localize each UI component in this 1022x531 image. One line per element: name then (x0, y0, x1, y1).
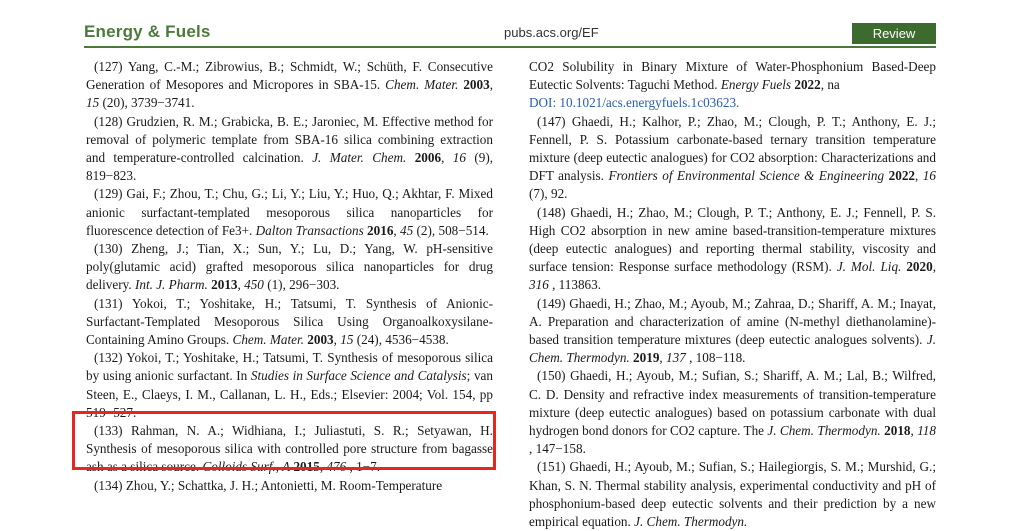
ref-year: 2006 (414, 150, 442, 166)
ref-number: (127) (94, 59, 128, 74)
ref-authors: Yang, C.-M.; Zibrowius, B.; Schmidt, W.; Schüth, F. (127, 59, 428, 74)
reference-entry: (130) Zheng, J.; Tian, X.; Sun, Y.; Lu, D.; Yang, W. pH-sensitive poly(glutamic acid) grafted mesoporous silica nanoparticles for drug delivery. Int. J. Pharm. 2013, 450 (1), 296−303. (86, 241, 493, 293)
ref-pages: (9), 819−823. (86, 150, 494, 184)
ref-journal: Int. J. Pharm. (134, 277, 208, 293)
ref-year: 2022 (794, 77, 821, 93)
ref-title: CO2 Solubility in Binary Mixture of Water-Phosphonium Based-Deep Eutectic Solvents: Taguchi Method. (529, 59, 936, 93)
journal-name: Energy & Fuels (84, 22, 211, 41)
ref-volume: 137 (666, 350, 686, 366)
ref-authors: Zheng, J.; Tian, X.; Sun, Y.; Lu, D.; Yang, W. (131, 241, 427, 257)
reference-entry: (129) Gai, F.; Zhou, T.; Chu, G.; Li, Y.; Liu, Y.; Huo, Q.; Akhtar, F. Mixed anionic surfactant-templated mesoporous silica nanoparticles for fluorescence detection of Fe3+. Dalton Transactions 2016, 45 (2), 508−514. (86, 186, 493, 238)
ref-volume: 118 (917, 423, 936, 439)
ref-authors: Yokoi, T.; Yoshitake, H.; Tatsumi, T. (126, 350, 328, 366)
ref-pages: (1), 296−303. (267, 277, 340, 293)
ref-volume: 45 (400, 222, 414, 238)
ref-number: (148) (537, 204, 571, 220)
doi-link[interactable]: DOI: 10.1021/acs.energyfuels.1c03623. (529, 95, 740, 111)
ref-number: (151) (537, 459, 570, 475)
ref-volume: 450 (244, 277, 264, 293)
ref-number: (133) (94, 423, 132, 439)
ref-volume: 16 (452, 150, 466, 166)
ref-journal: J. Chem. Thermodyn. (634, 514, 748, 530)
ref-journal: Frontiers of Environmental Science & Engineering (608, 168, 885, 184)
ref-number: (149) (537, 295, 570, 311)
ref-journal: J. Chem. Thermodyn. (529, 332, 936, 366)
ref-title: Room-Temperature (339, 477, 443, 493)
ref-title: Consecutive Generation of Mesopores and Micropores in SBA-15. (86, 59, 493, 93)
ref-volume: 15 (340, 332, 354, 348)
ref-authors: Ghaedi, H.; Ayoub, M.; Sufian, S.; Shariff, A. M.; Lal, B.; Wilfred, C. D. (529, 368, 936, 402)
reference-entry: (149) Ghaedi, H.; Zhao, M.; Ayoub, M.; Zahraa, D.; Shariff, A. M.; Inayat, A. Preparation and characterization of amine (N-methyl diethanolamine)-based transition temperature mixtures (deep eutectic analogues solvents). J. Chem. Thermodyn. 2019, 137 , 108−118. (529, 295, 936, 366)
ref-title: Synthesis of Anionic-Surfactant-Templated Mesoporous Silica Using Organoalkoxysilane-Containing Amino Groups. (86, 295, 493, 348)
ref-pages: (20), 3739−3741. (102, 95, 195, 111)
ref-volume: 476 (326, 459, 347, 475)
ref-title: Synthesis of mesoporous silica by using anionic surfactant. In (86, 350, 493, 384)
ref-journal: Chem. Mater. (385, 77, 459, 93)
ref-pages: (2), 508−514. (416, 222, 489, 238)
page-header (84, 20, 936, 46)
ref-pages: , 108−118. (689, 350, 746, 366)
ref-number: (150) (537, 368, 571, 384)
ref-number: (134) (94, 477, 126, 493)
ref-journal: Energy Fuels (720, 77, 792, 93)
ref-title: Mixed anionic surfactant-templated mesoporous silica nanoparticles for fluorescence detection of Fe3+. (86, 186, 493, 238)
ref-year: 2020 (906, 259, 933, 275)
ref-authors: Rahman, N. A.; Widhiana, I.; Juliastuti, S. R.; Setyawan, H. (131, 423, 493, 439)
ref-journal: J. Mol. Liq. (836, 259, 902, 275)
ref-number: (147) (537, 113, 572, 129)
ref-title: Preparation and characterization of amine (N-methyl diethanolamine)-based transition temperature mixtures (deep eutectic analogues solvents). (529, 313, 936, 348)
reference-entry (529, 458, 936, 531)
ref-year: 2019 (633, 350, 660, 366)
ref-authors: Yokoi, T.; Yoshitake, H.; Tatsumi, T. (131, 295, 366, 311)
ref-title: Density and refractive index measurements of transition-temperature mixture (deep eutectic analogues) based on potassium carbonate with dual hydrogen bond donors for CO2 capture. The (529, 386, 937, 439)
ref-title: Potassium carbonate-based ternary transition temperature mixture (deep eutectic analogues) for CO2 absorption: Characterizations and DFT analysis. (529, 131, 936, 184)
ref-number: (128) (94, 113, 127, 129)
ref-pages: , 113863. (552, 277, 602, 293)
ref-pages: , 147−158. (529, 441, 586, 457)
ref-journal: J. Chem. Thermodyn. (767, 423, 881, 439)
ref-number: (132) (94, 350, 127, 366)
ref-number: (131) (94, 295, 132, 311)
journal-url[interactable]: pubs.acs.org/EF (504, 25, 599, 40)
ref-authors: Grudzien, R. M.; Grabicka, B. E.; Jaroniec, M. (126, 113, 383, 129)
ref-pages: ; van Steen, E., Claeys, I. M., Callanan, L. H., Eds.; Elsevier: 2004; Vol. 154, pp 519−527. (86, 368, 493, 420)
ref-authors: Gai, F.; Zhou, T.; Chu, G.; Li, Y.; Liu, Y.; Huo, Q.; Akhtar, F. (126, 186, 459, 202)
reference-entry: (133) Rahman, N. A.; Widhiana, I.; Juliastuti, S. R.; Setyawan, H. Synthesis of mesoporous silica with controlled pore structure from bagasse ash as a silica source. Colloids Surf., A 2015, 476 , 1−7. (86, 423, 493, 475)
reference-entry: (150) Ghaedi, H.; Ayoub, M.; Sufian, S.; Shariff, A. M.; Lal, B.; Wilfred, C. D. Density and refractive index measurements of transition-temperature mixture (deep eutectic analogues) based on potassium carbonate with dual hydrogen bond donors for CO2 capture. The J. Chem. Thermodyn. 2018, 118 , 147−158. (529, 368, 937, 457)
reference-entry (529, 58, 936, 113)
ref-year: 2013 (211, 277, 238, 293)
ref-year: 2003 (463, 77, 490, 93)
ref-volume: 16 (922, 168, 936, 184)
ref-pages: , 1−7. (349, 459, 381, 475)
header-rule (84, 46, 936, 48)
ref-pages: (24), 4536−4538. (356, 332, 449, 348)
ref-journal: Studies in Surface Science and Catalysis (250, 368, 467, 384)
right-column (529, 58, 936, 531)
ref-pages: , na (820, 77, 840, 93)
ref-year: 2022 (888, 168, 915, 184)
ref-authors: Ghaedi, H.; Kalhor, P.; Zhao, M.; Clough, P. T.; Anthony, E. J.; Fennell, P. S. (529, 113, 936, 147)
ref-authors: Ghaedi, H.; Zhao, M.; Clough, P. T.; Anthony, E. J.; Fennell, P. S. (570, 204, 936, 220)
ref-journal: Chem. Mater. (232, 332, 304, 348)
ref-authors: Ghaedi, H.; Zhao, M.; Ayoub, M.; Zahraa, D.; Shariff, A. M.; Inayat, A. (529, 295, 936, 329)
reference-entry: (127) Yang, C.-M.; Zibrowius, B.; Schmidt, W.; Schüth, F. Consecutive Generation of Mesopores and Micropores in SBA-15. Chem. Mater. 2003, 15 (20), 3739−3741. (86, 59, 493, 111)
ref-volume: 15 (86, 95, 100, 111)
ref-journal: Colloids Surf., A (202, 459, 291, 475)
reference-entry: (128) Grudzien, R. M.; Grabicka, B. E.; Jaroniec, M. Effective method for removal of polymeric template from SBA-16 silica combining extraction and temperature-controlled calcination. J. Mater. Chem. 2006, 16 (9), 819−823. (86, 113, 494, 184)
ref-title: High CO2 absorption in new amine based-transition-temperature mixtures (deep eutectic analogues) and reporting thermal stability, viscosity and surface tension: Response surface methodology (RSM). (529, 222, 936, 275)
ref-year: 2015 (293, 459, 320, 475)
ref-year: 2016 (367, 222, 394, 238)
ref-title: Thermal stability analysis, experimental conductivity and pH of phosphonium-based deep eutectic solvents and their prediction by a new empirical equation. (529, 477, 936, 530)
reference-entry: (148) Ghaedi, H.; Zhao, M.; Clough, P. T.; Anthony, E. J.; Fennell, P. S. High CO2 absorption in new amine based-transition-temperature mixtures (deep eutectic analogues) and reporting thermal stability, viscosity and surface tension: Response surface methodology (RSM). J. Mol. Liq. 2020, 316 , 113863. (529, 204, 936, 293)
ref-year: 2018 (884, 423, 911, 439)
ref-year: 2003 (307, 332, 334, 348)
ref-pages: (7), 92. (529, 186, 568, 202)
reference-entry: (131) Yokoi, T.; Yoshitake, H.; Tatsumi, T. Synthesis of Anionic-Surfactant-Templated Mesoporous Silica Using Organoalkoxysilane-Containing Amino Groups. Chem. Mater. 2003, 15 (24), 4536−4538. (86, 295, 493, 348)
ref-number: (130) (94, 241, 132, 257)
ref-title: pH-sensitive poly(glutamic acid) grafted mesoporous silica nanoparticles for drug delivery. (86, 241, 493, 293)
review-badge: Review (852, 23, 936, 44)
ref-journal: J. Mater. Chem. (312, 150, 407, 166)
ref-number: (129) (94, 186, 127, 202)
ref-authors: Zhou, Y.; Schattka, J. H.; Antonietti, M. (125, 477, 340, 493)
ref-title: Synthesis of mesoporous silica with controlled pore structure from bagasse ash as a silica source. (86, 441, 493, 475)
ref-volume: 316 (529, 277, 549, 293)
ref-title: Effective method for removal of polymeric template from SBA-16 silica combining extraction and temperature-controlled calcination. (86, 113, 493, 166)
ref-authors: Ghaedi, H.; Ayoub, M.; Sufian, S.; Hailegiorgis, S. M.; Murshid, G.; Khan, S. N. (529, 459, 936, 493)
ref-journal: Dalton Transactions (255, 222, 364, 238)
reference-entry: (147) Ghaedi, H.; Kalhor, P.; Zhao, M.; Clough, P. T.; Anthony, E. J.; Fennell, P. S. Potassium carbonate-based ternary transition temperature mixture (deep eutectic analogues) for CO2 absorption: Characterizations and DFT analysis. Frontiers of Environmental Science & Engineering 2022, 16 (7), 92. (529, 113, 936, 202)
highlight-box (72, 411, 496, 470)
